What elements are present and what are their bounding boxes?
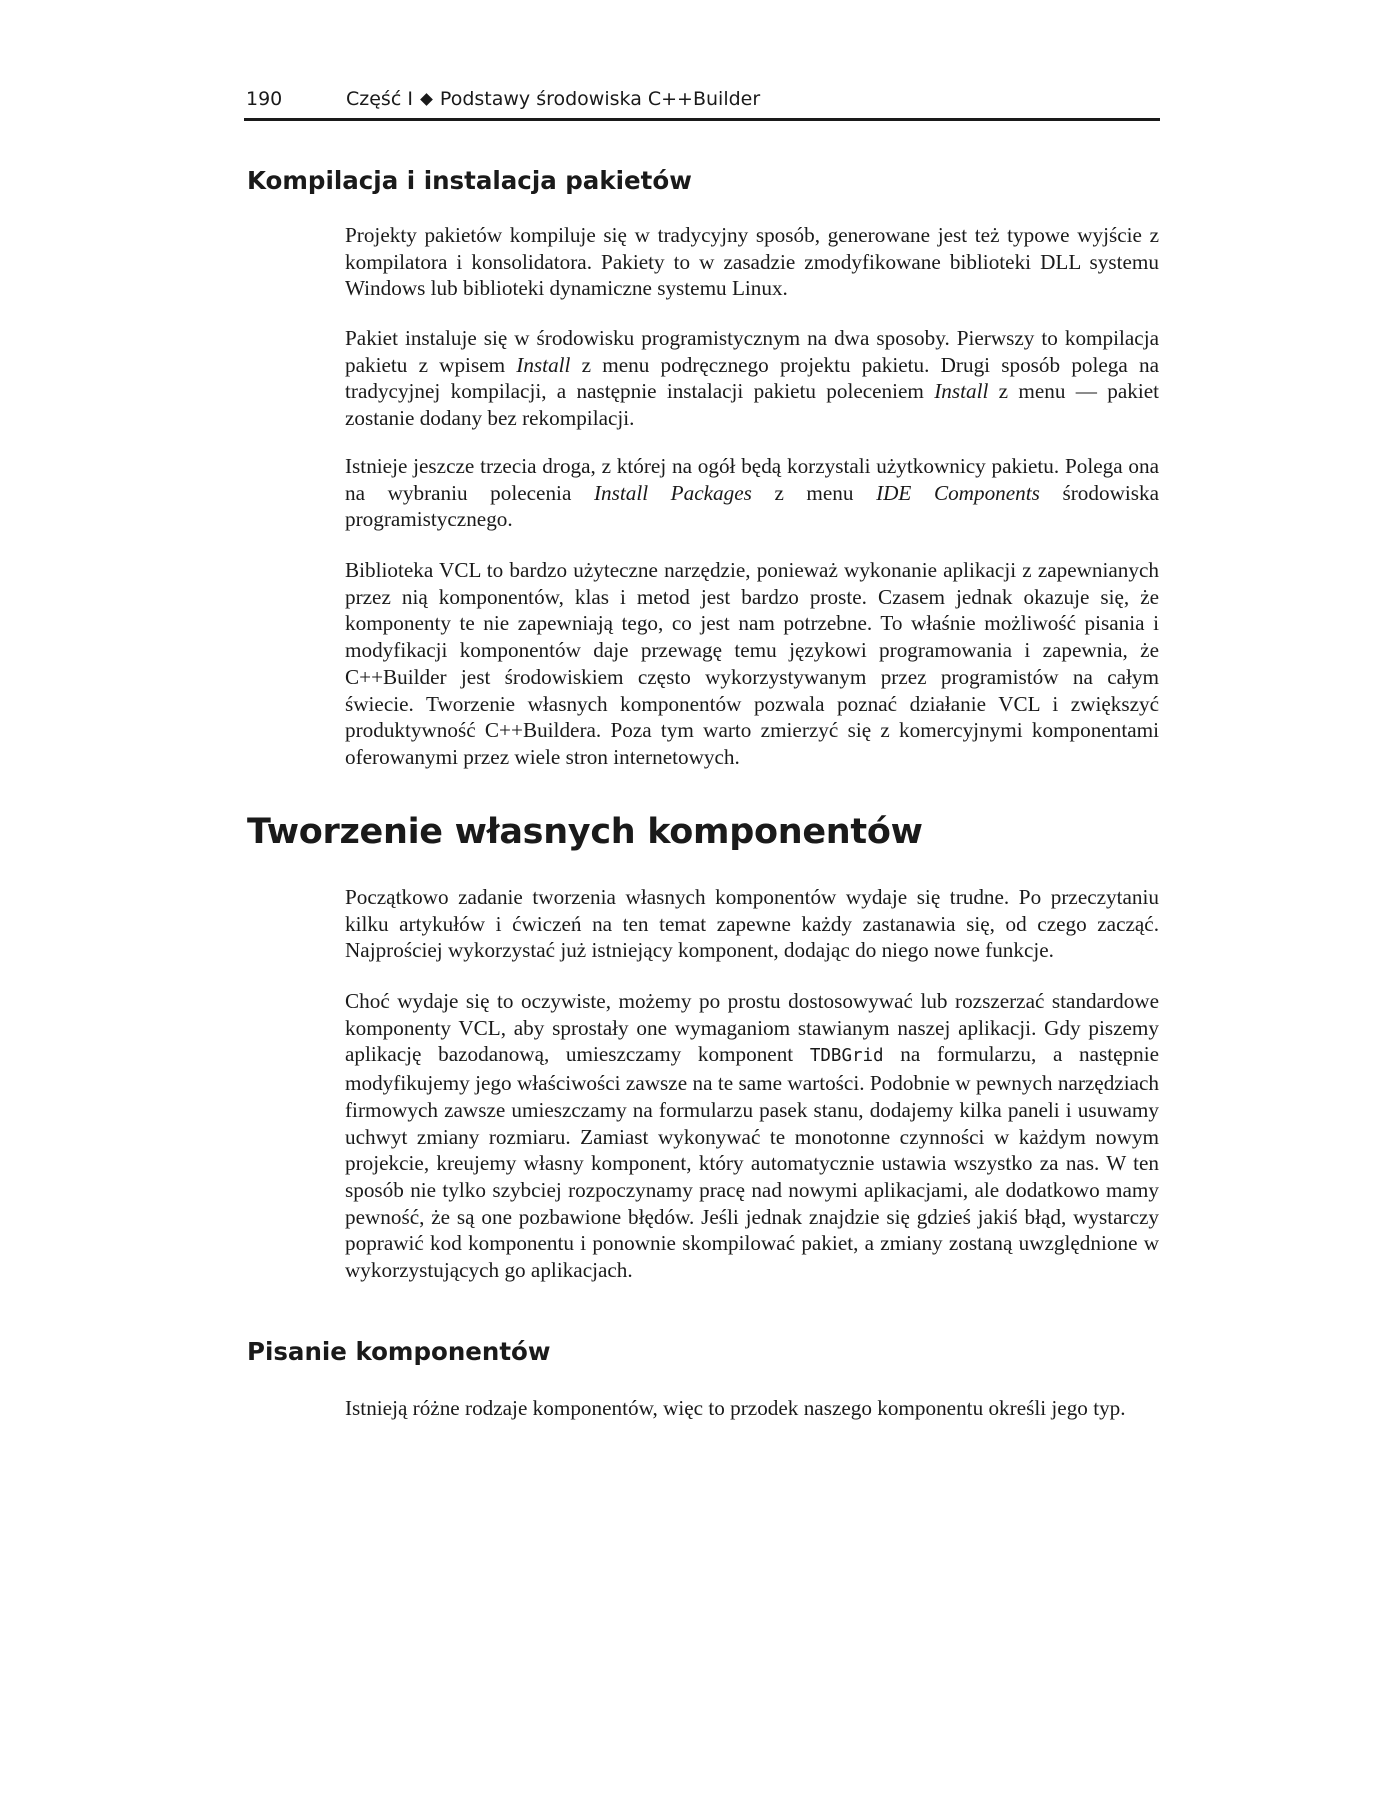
- paragraph: Istnieją różne rodzaje komponentów, więc to przodek naszego komponentu określi jego typ.: [345, 1396, 1126, 1420]
- text-run: z menu — pakiet zostanie dodany bez rekompilacji.: [345, 379, 1159, 431]
- menu-term: Install: [516, 352, 571, 377]
- text-run: Choć wydaje się to oczywiste, możemy po prostu dostosowywać lub rozszerzać standardowe komponenty VCL, aby sprostały one wymaganiom stawianym naszej aplikacji. Gdy piszemy aplikację bazodanową, umieszczamy komponent: [345, 989, 1159, 1067]
- paragraph: Projekty pakietów kompiluje się w tradycyjny sposób, generowane jest też typowe wyjście z kompilatora i konsolidatora. Pakiety to w zasadzie zmodyfikowane biblioteki DLL systemu Windows lub biblioteki dynamiczne systemu Linux.: [345, 223, 1159, 301]
- diamond-bullet-icon: [420, 93, 433, 106]
- menu-term: IDE Components: [876, 480, 1040, 505]
- menu-term: Install Packages: [593, 480, 752, 505]
- code-term: TDBGrid: [809, 1046, 884, 1067]
- section-heading-compile: Kompilacja i instalacja pakietów: [247, 166, 692, 195]
- part-number: Część I: [346, 88, 413, 110]
- text-run: Pakiet instaluje się w środowisku programistycznym na dwa sposoby. Pierwszy to kompilacja pakietu z wpisem: [345, 326, 1159, 377]
- text-run: Istnieje jeszcze trzecia droga, z której na ogół będą korzystali użytkownicy pakietu. Polega ona na wybraniu polecenia: [345, 454, 1159, 505]
- section-heading-writing: Pisanie komponentów: [247, 1337, 551, 1366]
- text-run: środowiska programistycznego.: [345, 480, 1159, 532]
- paragraph: Początkowo zadanie tworzenia własnych komponentów wydaje się trudne. Po przeczytaniu kilku artykułów i ćwiczeń na ten temat zapewne każdy zastanawia się, od czego zacząć. Najprościej wykorzystać już istniejący komponent, dodając do niego nowe funkcje.: [345, 885, 1159, 963]
- paragraph: [345, 325, 1159, 432]
- running-header: [244, 84, 1160, 121]
- text-run: na formularzu, a następnie modyfikujemy jego właściwości zawsze na te same wartości. Podobnie w pewnych narzędziach firmowych zawsze umieszczamy na formularzu pasek stanu, dodajemy kilka paneli i usuwamy uchwyt zmiany rozmiaru. Zamiast wykonywać te monotonne czynności w każdym nowym projekcie, kreujemy własny komponent, który automatycznie ustawia wszystko za nas. W ten sposób nie tylko szybciej rozpoczynamy pracę nad nowymi aplikacjami, ale dodatkowo mamy pewność, że są one pozbawione błędów. Jeśli jednak znajdzie się gdzieś jakiś błąd, wystarczy poprawić kod komponentu i ponownie skompilować pakiet, a zmiany zostaną uwzględnione w wykorzystujących go aplikacjach.: [345, 1042, 1159, 1283]
- text-run: z menu: [751, 480, 877, 505]
- chapter-heading-create: Tworzenie własnych komponentów: [247, 812, 923, 852]
- menu-term: Install: [934, 379, 989, 404]
- paragraph: [345, 453, 1159, 533]
- book-title: Podstawy środowiska C++Builder: [439, 88, 761, 110]
- page-number: 190: [246, 88, 283, 110]
- text-run: z menu podręcznego projektu pakietu. Drugi sposób polega na tradycyjnej kompilacji, a następnie instalacji pakietu poleceniem: [345, 352, 1159, 404]
- part-title: [346, 84, 760, 114]
- paragraph: Biblioteka VCL to bardzo użyteczne narzędzie, ponieważ wykonanie aplikacji z zapewnianych przez nią komponentów, klas i metod jest bardzo proste. Czasem jednak okazuje się, że komponenty te nie zapewniają tego, co jest nam potrzebne. To właśnie możliwość pisania i modyfikacji komponentów daje przewagę temu językowi programowania i zapewnia, że C++Builder jest środowiskiem często wykorzystywanym przez programistów na całym świecie. Tworzenie własnych komponentów pozwala poznać działanie VCL i zwiększyć produktywność C++Buildera. Poza tym warto zmierzyć się z komercyjnymi komponentami oferowanymi przez wiele stron internetowych.: [345, 558, 1159, 769]
- paragraph: [345, 988, 1159, 1284]
